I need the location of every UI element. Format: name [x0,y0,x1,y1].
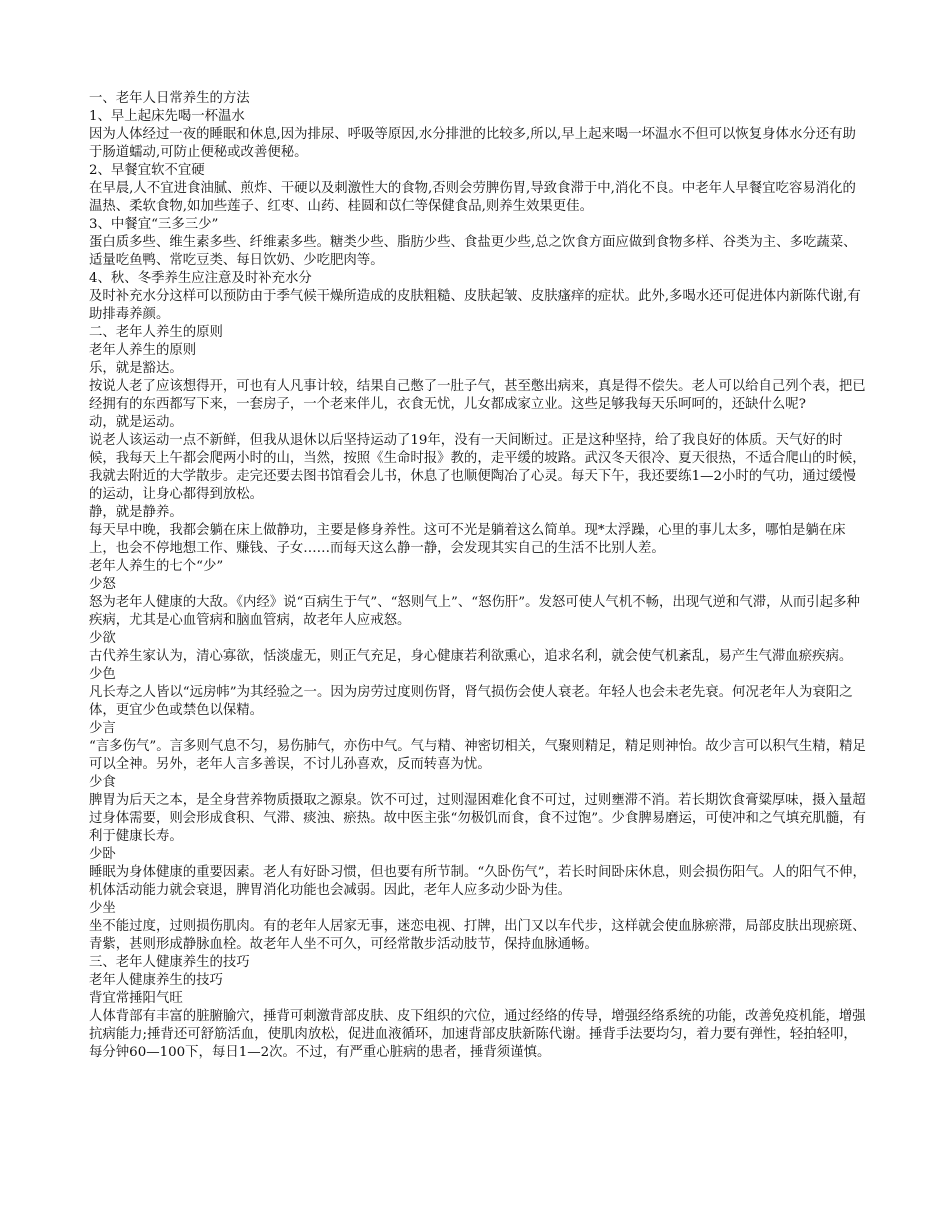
text-line: 三、老年人健康养生的技巧 [89,955,250,970]
text-line: 1、早上起床先喝一杯温水 [89,109,245,124]
document-body [89,90,869,1062]
text-line: 老年人养生的七个“少” [89,559,224,574]
text-line: 4、秋、冬季养生应注意及时补充水分 [89,271,312,286]
text-line: 一、老年人日常养生的方法 [89,91,250,106]
text-line: 少色 [89,667,116,682]
text-line: 人体背部有丰富的脏腑腧穴，捶背可刺激背部皮肤、皮下组织的穴位，通过经络的传导，增强经络系统的功能，改善免疫机能，增强抗病能力;捶背还可舒筋活血，使肌肉放松，促进血液循环，加速背部皮肤新陈代谢。捶背手法要均匀，着力要有弹性，轻拍轻叩，每分钟60—100下，每日1—2次。不过，有严重心脏病的患者，捶背须谨慎。 [89,1009,866,1060]
text-line: 在早晨,人不宜进食油腻、煎炸、干硬以及刺激性大的食物,否则会劳脾伤胃,导致食滞于中,消化不良。中老年人早餐宜吃容易消化的温热、柔软食物,如加些莲子、红枣、山药、桂圆和苡仁等保健食品,则养生效果更佳。 [89,181,856,214]
text-line: 少言 [89,721,116,736]
text-line: 古代养生家认为，清心寡欲，恬淡虚无，则正气充足，身心健康若利欲熏心，追求名利，就会使气机紊乱，易产生气滞血瘀疾病。 [89,649,853,664]
text-line: 因为人体经过一夜的睡眠和休息,因为排尿、呼吸等原因,水分排泄的比较多,所以,早上起来喝一坏温水不但可以恢复身体水分还有助于肠道蠕动,可防止便秘或改善便秘。 [89,127,856,160]
text-line: 每天早中晚，我都会躺在床上做静功，主要是修身养性。这可不光是躺着这么简单。现*太浮躁，心里的事儿太多，哪怕是躺在床上，也会不停地想工作、赚钱、子女……而每天这么静一静，会发现其实自己的生活不比别人差。 [89,523,846,556]
text-line: 凡长寿之人皆以“远房帏”为其经验之一。因为房劳过度则伤肾，肾气损伤会使人衰老。年轻人也会未老先衰。何况老年人为衰阳之体，更宜少色或禁色以保精。 [89,685,853,718]
text-line: 少卧 [89,847,116,862]
text-line: “言多伤气”。言多则气息不匀，易伤肺气，亦伤中气。气与精、神密切相关，气聚则精足，精足则神怡。故少言可以积气生精，精足可以全神。另外，老年人言多善误，不讨儿孙喜欢，反而转喜为忧。 [89,739,866,772]
text-line: 背宜常捶阳气旺 [89,991,183,1006]
text-line: 少欲 [89,631,116,646]
text-line: 及时补充水分这样可以预防由于季气候干燥所造成的皮肤粗糙、皮肤起皱、皮肤瘙痒的症状。此外,多喝水还可促进体内新陈代谢,有助排毒养颜。 [89,289,861,322]
text-line: 静，就是静养。 [89,505,183,520]
text-line: 少坐 [89,901,116,916]
text-line: 怒为老年人健康的大敌。《内经》说“百病生于气”、“怒则气上”、“怒伤肝”。发怒可使人气机不畅，出现气逆和气滞，从而引起多种疾病，尤其是心血管病和脑血管病，故老年人应戒怒。 [89,595,860,628]
text-line: 二、老年人养生的原则 [89,325,223,340]
text-line: 睡眠为身体健康的重要因素。老人有好卧习惯，但也要有所节制。“久卧伤气”，若长时间卧床休息，则会损伤阳气。人的阳气不伸，机体活动能力就会衰退，脾胃消化功能也会减弱。因此，老年人应多动少卧为佳。 [89,865,866,898]
text-line: 按说人老了应该想得开，可也有人凡事计较，结果自己憋了一肚子气，甚至憋出病来，真是得不偿失。老人可以给自己列个表，把已经拥有的东西都写下来，一套房子，一个老来伴儿，衣食无忧，儿女都成家立业。这些足够我每天乐呵呵的，还缺什么呢? [89,379,866,412]
text-line: 老年人养生的原则 [89,343,197,358]
text-line: 坐不能过度，过则损伤肌肉。有的老年人居家无事，迷恋电视、打牌，出门又以车代步，这样就会使血脉瘀滞，局部皮肤出现瘀斑、青紫，甚则形成静脉血栓。故老年人坐不可久，可经常散步活动肢节，保持血脉通畅。 [89,919,866,952]
text-line: 乐，就是豁达。 [89,361,183,376]
text-line: 动，就是运动。 [89,415,183,430]
text-line: 老年人健康养生的技巧 [89,973,223,988]
text-line: 少怒 [89,577,116,592]
text-line: 少食 [89,775,116,790]
text-line: 3、中餐宜“三多三少” [89,217,219,232]
text-line: 说老人该运动一点不新鲜，但我从退休以后坚持运动了19年，没有一天间断过。正是这种坚持，给了我良好的体质。天气好的时候，我每天上午都会爬两小时的山，当然，按照《生命时报》教的，走平缓的坡路。武汉冬天很冷、夏天很热，不适合爬山的时候，我就去附近的大学散步。走完还要去图书馆看会儿书，休息了也顺便陶冶了心灵。每天下午，我还要练1—2小时的气功，通过缓慢的运动，让身心都得到放松。 [89,433,866,502]
text-line: 蛋白质多些、维生素多些、纤维素多些。糖类少些、脂肪少些、食盐更少些,总之饮食方面应做到食物多样、谷类为主、多吃蔬菜、适量吃鱼鸭、常吃豆类、每日饮奶、少吃肥肉等。 [89,235,857,268]
text-line: 2、早餐宜软不宜硬 [89,163,205,178]
text-line: 脾胃为后天之本，是全身营养物质摄取之源泉。饮不可过，过则湿困难化食不可过，过则壅滞不消。若长期饮食膏粱厚味，摄入量超过身体需要，则会形成食积、气滞、痰浊、瘀热。故中医主张“勿极饥而食，食不过饱”。少食脾易磨运，可使冲和之气填充肌髓，有利于健康长寿。 [89,793,866,844]
